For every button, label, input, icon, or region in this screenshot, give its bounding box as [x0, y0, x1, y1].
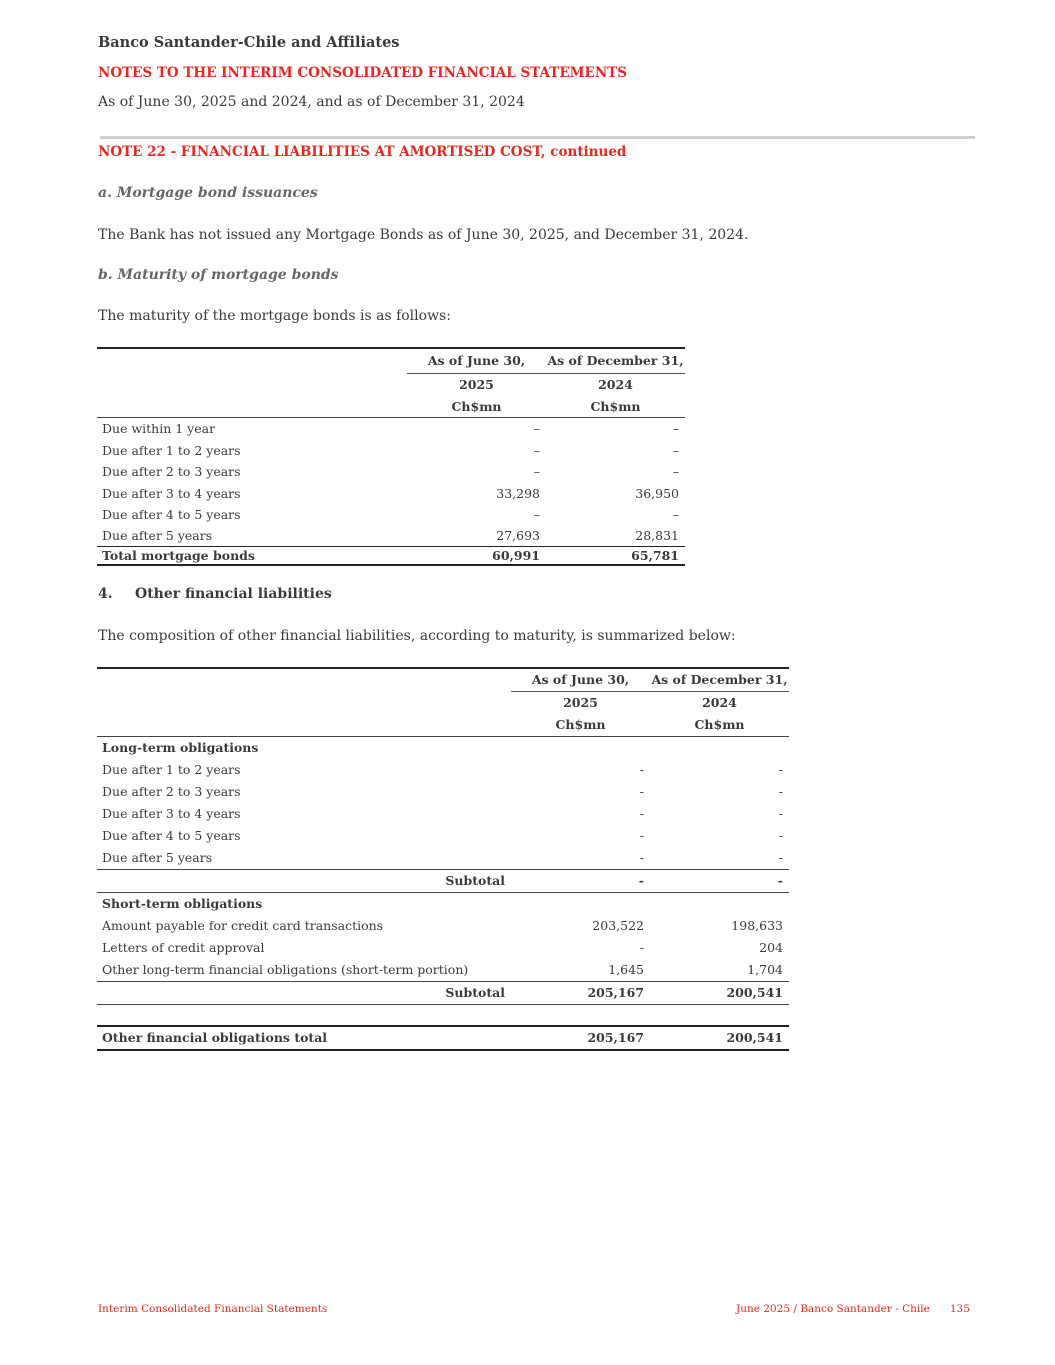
table-row — [97, 803, 789, 825]
paragraph-mortgage-issuances: The Bank has not issued any Mortgage Bonds as of June 30, 2025, and December 31, 2024. — [98, 227, 749, 243]
table-header-year-row — [97, 692, 789, 715]
table-row — [97, 781, 789, 803]
value-2025: – — [533, 464, 540, 479]
row-label: Due after 3 to 4 years — [102, 485, 241, 501]
group-label: Short-term obligations — [102, 896, 263, 911]
value-2025: – — [533, 421, 540, 436]
column-header-december: As of December 31, — [546, 348, 685, 374]
subheading-maturity-mortgage-bonds: b. Maturity of mortgage bonds — [98, 267, 339, 283]
as-of-date: As of June 30, 2025 and 2024, and as of December 31, 2024 — [98, 94, 525, 110]
column-header-june: As of June 30, — [511, 668, 650, 692]
header-divider — [100, 136, 975, 139]
subtotal-2025: 205,167 — [511, 982, 650, 1005]
row-label: Due after 2 to 3 years — [102, 464, 241, 479]
section-title: Other financial liabilities — [135, 586, 332, 602]
subtotal-row-long-term — [97, 870, 789, 893]
value-2025: 1,645 — [511, 959, 650, 982]
row-label: Letters of credit approval — [102, 940, 265, 955]
value-2024: 198,633 — [731, 918, 783, 933]
total-row — [97, 546, 685, 565]
column-year-2025: 2025 — [459, 377, 494, 392]
row-label: Other long-term financial obligations (short-term portion) — [97, 959, 511, 982]
table-header-year-row — [97, 374, 685, 396]
grand-total-row — [97, 1026, 789, 1050]
row-label: Due after 1 to 2 years — [102, 762, 241, 777]
value-2025: - — [639, 784, 644, 799]
column-year-2025: 2025 — [563, 695, 598, 710]
subtotal-row-short-term — [97, 982, 789, 1005]
table-row — [97, 418, 685, 440]
grand-total-label: Other financial obligations total — [97, 1026, 511, 1050]
page-number: 135 — [949, 1303, 970, 1315]
subtotal-2024: 200,541 — [650, 982, 789, 1005]
section-heading-other-financial-liabilities — [98, 586, 332, 602]
total-2025: 60,991 — [407, 546, 546, 565]
value-2024: - — [778, 806, 783, 821]
value-2024: - — [778, 762, 783, 777]
value-2024: - — [650, 847, 789, 870]
notes-title: NOTES TO THE INTERIM CONSOLIDATED FINANCIAL STATEMENTS — [98, 65, 627, 81]
table-row — [97, 759, 789, 781]
column-unit-2025: Ch$mn — [511, 714, 650, 737]
value-2024: – — [672, 421, 679, 436]
table-header-row — [97, 668, 789, 692]
value-2024: - — [778, 784, 783, 799]
row-label: Due after 5 years — [97, 526, 407, 547]
row-label: Due after 3 to 4 years — [102, 806, 241, 821]
subheading-mortgage-bond-issuances: a. Mortgage bond issuances — [98, 185, 318, 201]
column-year-2024: 2024 — [702, 695, 737, 710]
group-label: Long-term obligations — [102, 740, 259, 755]
mortgage-bond-maturity-table — [97, 347, 685, 566]
value-2025: - — [639, 806, 644, 821]
company-name: Banco Santander-Chile and Affiliates — [98, 34, 400, 51]
column-header-june: As of June 30, — [407, 348, 546, 374]
value-2025: - — [639, 828, 644, 843]
table-header-row — [97, 348, 685, 374]
table-row — [97, 825, 789, 847]
subtotal-2024: - — [650, 870, 789, 893]
value-2025: – — [533, 507, 540, 522]
value-2025: - — [639, 940, 644, 955]
footer-period — [736, 1303, 970, 1315]
table-row — [97, 937, 789, 959]
paragraph-other-liabilities-intro: The composition of other financial liabilities, according to maturity, is summarized below: — [98, 628, 736, 644]
table-row — [97, 483, 685, 505]
table-row — [97, 959, 789, 982]
footer-document-title: Interim Consolidated Financial Statements — [98, 1303, 328, 1315]
column-unit-2025: Ch$mn — [407, 396, 546, 418]
column-year-2024: 2024 — [598, 377, 633, 392]
value-2025: - — [511, 847, 650, 870]
table-row — [97, 847, 789, 870]
row-label: Due after 5 years — [97, 847, 511, 870]
value-2024: 1,704 — [650, 959, 789, 982]
value-2024: 28,831 — [546, 526, 685, 547]
table-header-unit-row — [97, 714, 789, 737]
grand-total-2024: 200,541 — [650, 1026, 789, 1050]
group-heading-long-term — [97, 737, 789, 760]
row-label: Amount payable for credit card transactions — [102, 918, 384, 933]
value-2025: 33,298 — [496, 485, 540, 501]
table-row — [97, 504, 685, 526]
row-label: Due after 4 to 5 years — [102, 828, 241, 843]
note-title: NOTE 22 - FINANCIAL LIABILITIES AT AMORTISED COST, continued — [98, 144, 627, 160]
section-number: 4. — [98, 586, 113, 602]
subtotal-2025: - — [511, 870, 650, 893]
row-label: Due after 4 to 5 years — [102, 507, 241, 522]
subtotal-label: Subtotal — [97, 870, 511, 893]
column-header-december: As of December 31, — [650, 668, 789, 692]
value-2024: – — [672, 507, 679, 522]
table-header-unit-row — [97, 396, 685, 418]
total-2024: 65,781 — [546, 546, 685, 565]
paragraph-maturity-intro: The maturity of the mortgage bonds is as follows: — [98, 308, 451, 324]
subtotal-label: Subtotal — [97, 982, 511, 1005]
value-2024: – — [672, 464, 679, 479]
table-row — [97, 526, 685, 547]
row-label: Due after 2 to 3 years — [102, 784, 241, 799]
spacer-row — [97, 1005, 789, 1027]
column-unit-2024: Ch$mn — [650, 714, 789, 737]
table-row — [97, 461, 685, 483]
other-financial-liabilities-table — [97, 667, 789, 1051]
value-2025: 27,693 — [407, 526, 546, 547]
value-2024: 36,950 — [635, 485, 679, 501]
value-2025: 203,522 — [592, 918, 644, 933]
value-2024: – — [672, 442, 679, 458]
value-2025: - — [639, 762, 644, 777]
value-2024: 204 — [759, 940, 783, 955]
row-label: Due within 1 year — [102, 421, 216, 436]
value-2024: - — [778, 828, 783, 843]
group-heading-short-term — [97, 893, 789, 916]
column-unit-2024: Ch$mn — [546, 396, 685, 418]
row-label: Due after 1 to 2 years — [102, 442, 241, 458]
value-2025: – — [533, 442, 540, 458]
footer-period-label: June 2025 / Banco Santander - Chile — [736, 1303, 930, 1315]
grand-total-2025: 205,167 — [511, 1026, 650, 1050]
table-row — [97, 440, 685, 462]
total-label: Total mortgage bonds — [97, 546, 407, 565]
table-row — [97, 915, 789, 937]
